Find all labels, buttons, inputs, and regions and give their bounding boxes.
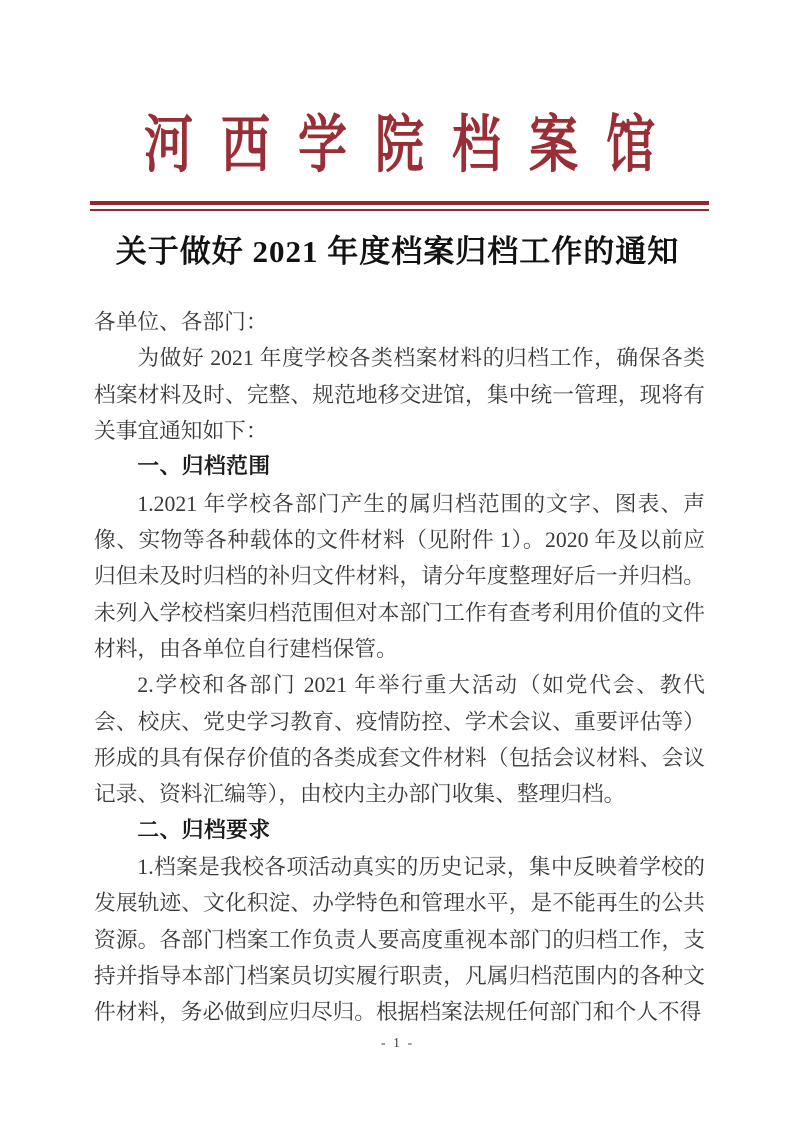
page-number: - 1 - xyxy=(380,1036,415,1051)
page-footer xyxy=(0,1036,795,1052)
body-paragraph-intro: 为做好 2021 年度学校各类档案材料的归档工作，确保各类档案材料及时、完整、规范地移交进馆，集中统一管理，现将有关事宜通知如下： xyxy=(94,346,705,443)
letterhead-divider-rule xyxy=(90,201,709,211)
document-title: 关于做好 2021 年度档案归档工作的通知 xyxy=(115,234,680,269)
section-heading-1: 一、归档范围 xyxy=(137,454,271,480)
body-paragraph-scope-2: 2.学校和各部门 2021 年举行重大活动（如党代会、教代会、校庆、党史学习教育、疫情防控、学术会议、重要评估等）形成的具有保存价值的各类成套文件材料（包括会议材料、会议记录、资料汇编等），由校内主办部门收集、整理归档。 xyxy=(94,673,705,807)
letterhead-org-name: 河西学院档案馆 xyxy=(143,109,683,180)
document-body xyxy=(94,304,705,1031)
salutation: 各单位、各部门： xyxy=(94,310,268,334)
body-paragraph-requirement-1: 1.档案是我校各项活动真实的历史记录，集中反映着学校的发展轨迹、文化积淀、办学特色和管理水平，是不能再生的公共资源。各部门档案工作负责人要高度重视本部门的归档工作，支持并指导本部门档案员切实履行职责，凡属归档范围内的各种文件材料，务必做到应归尽归。根据档案法规任何部门和个人不得 xyxy=(94,854,705,1025)
body-paragraph-scope-1: 1.2021 年学校各部门产生的属归档范围的文字、图表、声像、实物等各种载体的文件材料（见附件 1）。2020 年及以前应归但未及时归档的补归文件材料，请分年度整理好后一并归档。未列入学校档案归档范围但对本部门工作有查考利用价值的文件材料，由各单位自行建档保管。 xyxy=(94,491,705,661)
section-heading-2: 二、归档要求 xyxy=(137,817,271,843)
letterhead xyxy=(90,109,709,180)
